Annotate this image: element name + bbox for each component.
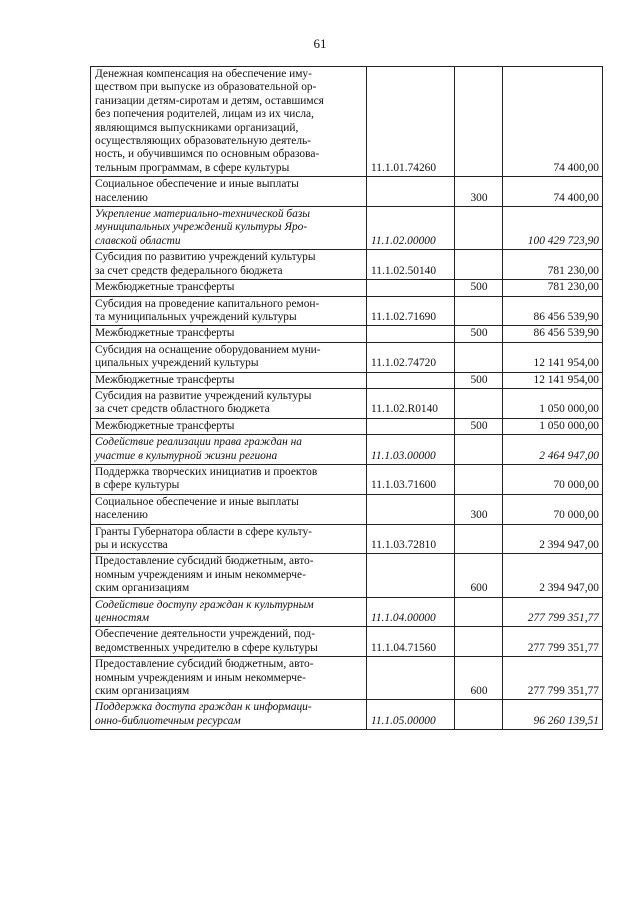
row-code-cell: 11.1.03.72810	[367, 524, 455, 554]
row-name-cell: Денежная компенсация на обеспечение иму- ществом при выпуске из образовательной ор- ганизации детям-сиротам и детям, оставшимся без попечения родителей, лицам из их числа, являющимся выпускниками организаций, осуществляющих образовательную деятель- ность, и обучившимся по основным образова- тельным программам, в сфере культуры	[91, 67, 367, 177]
row-expense-type-cell: 500	[455, 326, 503, 342]
row-amount-cell: 86 456 539,90	[503, 326, 603, 342]
row-code-cell: 11.1.05.00000	[367, 700, 455, 730]
row-code-cell: 11.1.02.71690	[367, 296, 455, 326]
table-row	[91, 418, 603, 434]
row-expense-type-cell	[455, 464, 503, 494]
row-name-cell: Социальное обеспечение и иные выплаты населению	[91, 494, 367, 524]
row-expense-type-cell	[455, 435, 503, 465]
row-amount-cell: 12 141 954,00	[503, 342, 603, 372]
table-row	[91, 296, 603, 326]
row-name-cell: Обеспечение деятельности учреждений, под- ведомственных учредителю в сфере культуры	[91, 627, 367, 657]
row-name-cell: Субсидия на проведение капитального ремон- та муниципальных учреждений культуры	[91, 296, 367, 326]
table-row	[91, 700, 603, 730]
row-expense-type-cell	[455, 342, 503, 372]
row-name-cell: Предоставление субсидий бюджетным, авто- номным учреждениям и иным некоммерче- ским организациям	[91, 657, 367, 700]
row-name-cell: Содействие доступу граждан к культурным ценностям	[91, 597, 367, 627]
row-expense-type-cell: 600	[455, 554, 503, 597]
row-code-cell: 11.1.02.00000	[367, 207, 455, 250]
table-row	[91, 494, 603, 524]
row-amount-cell: 70 000,00	[503, 494, 603, 524]
row-name-cell: Предоставление субсидий бюджетным, авто- номным учреждениям и иным некоммерче- ским организациям	[91, 554, 367, 597]
row-amount-cell: 1 050 000,00	[503, 388, 603, 418]
row-code-cell	[367, 326, 455, 342]
row-expense-type-cell: 500	[455, 280, 503, 296]
table-row	[91, 597, 603, 627]
table-row	[91, 388, 603, 418]
row-expense-type-cell	[455, 597, 503, 627]
row-expense-type-cell	[455, 67, 503, 177]
row-expense-type-cell	[455, 250, 503, 280]
row-expense-type-cell	[455, 524, 503, 554]
row-code-cell	[367, 372, 455, 388]
row-code-cell: 11.1.02.50140	[367, 250, 455, 280]
row-name-cell: Поддержка творческих инициатив и проектов в сфере культуры	[91, 464, 367, 494]
budget-table	[90, 66, 603, 730]
row-code-cell	[367, 554, 455, 597]
row-name-cell: Межбюджетные трансферты	[91, 280, 367, 296]
table-row	[91, 435, 603, 465]
row-expense-type-cell: 500	[455, 418, 503, 434]
row-name-cell: Гранты Губернатора области в сфере культу- ры и искусства	[91, 524, 367, 554]
row-amount-cell: 2 394 947,00	[503, 554, 603, 597]
row-amount-cell: 1 050 000,00	[503, 418, 603, 434]
row-code-cell: 11.1.02.R0140	[367, 388, 455, 418]
row-expense-type-cell	[455, 388, 503, 418]
row-amount-cell: 100 429 723,90	[503, 207, 603, 250]
row-code-cell: 11.1.03.71600	[367, 464, 455, 494]
row-name-cell: Содействие реализации права граждан на участие в культурной жизни региона	[91, 435, 367, 465]
row-amount-cell: 277 799 351,77	[503, 627, 603, 657]
row-code-cell	[367, 177, 455, 207]
row-code-cell: 11.1.04.00000	[367, 597, 455, 627]
table-row	[91, 372, 603, 388]
row-name-cell: Межбюджетные трансферты	[91, 326, 367, 342]
row-name-cell: Социальное обеспечение и иные выплаты населению	[91, 177, 367, 207]
row-amount-cell: 2 394 947,00	[503, 524, 603, 554]
table-row	[91, 554, 603, 597]
row-amount-cell: 2 464 947,00	[503, 435, 603, 465]
row-name-cell: Межбюджетные трансферты	[91, 418, 367, 434]
table-row	[91, 250, 603, 280]
row-amount-cell: 277 799 351,77	[503, 657, 603, 700]
table-row	[91, 207, 603, 250]
row-expense-type-cell	[455, 700, 503, 730]
budget-table-body	[91, 67, 603, 730]
table-row	[91, 177, 603, 207]
row-expense-type-cell: 300	[455, 177, 503, 207]
table-row	[91, 464, 603, 494]
row-amount-cell: 74 400,00	[503, 67, 603, 177]
row-expense-type-cell	[455, 296, 503, 326]
row-name-cell: Субсидия на оснащение оборудованием муни- ципальных учреждений культуры	[91, 342, 367, 372]
row-amount-cell: 86 456 539,90	[503, 296, 603, 326]
row-amount-cell: 781 230,00	[503, 250, 603, 280]
row-expense-type-cell	[455, 627, 503, 657]
table-row	[91, 657, 603, 700]
row-amount-cell: 74 400,00	[503, 177, 603, 207]
row-code-cell: 11.1.04.71560	[367, 627, 455, 657]
row-amount-cell: 781 230,00	[503, 280, 603, 296]
page-number: 61	[313, 36, 327, 51]
row-code-cell	[367, 280, 455, 296]
row-expense-type-cell: 300	[455, 494, 503, 524]
table-row	[91, 524, 603, 554]
table-row	[91, 280, 603, 296]
row-name-cell: Субсидия по развитию учреждений культуры за счет средств федерального бюджета	[91, 250, 367, 280]
row-code-cell	[367, 494, 455, 524]
row-amount-cell: 277 799 351,77	[503, 597, 603, 627]
row-code-cell: 11.1.03.00000	[367, 435, 455, 465]
row-code-cell	[367, 418, 455, 434]
row-name-cell: Укрепление материально-технической базы муниципальных учреждений культуры Яро- славской области	[91, 207, 367, 250]
table-row	[91, 342, 603, 372]
row-amount-cell: 70 000,00	[503, 464, 603, 494]
table-row	[91, 627, 603, 657]
row-expense-type-cell	[455, 207, 503, 250]
row-name-cell: Межбюджетные трансферты	[91, 372, 367, 388]
row-code-cell	[367, 657, 455, 700]
row-amount-cell: 12 141 954,00	[503, 372, 603, 388]
row-code-cell: 11.1.01.74260	[367, 67, 455, 177]
row-expense-type-cell: 500	[455, 372, 503, 388]
row-expense-type-cell: 600	[455, 657, 503, 700]
row-amount-cell: 96 260 139,51	[503, 700, 603, 730]
row-name-cell: Поддержка доступа граждан к информаци- онно-библиотечным ресурсам	[91, 700, 367, 730]
row-name-cell: Субсидия на развитие учреждений культуры за счет средств областного бюджета	[91, 388, 367, 418]
table-row	[91, 67, 603, 177]
table-row	[91, 326, 603, 342]
row-code-cell: 11.1.02.74720	[367, 342, 455, 372]
